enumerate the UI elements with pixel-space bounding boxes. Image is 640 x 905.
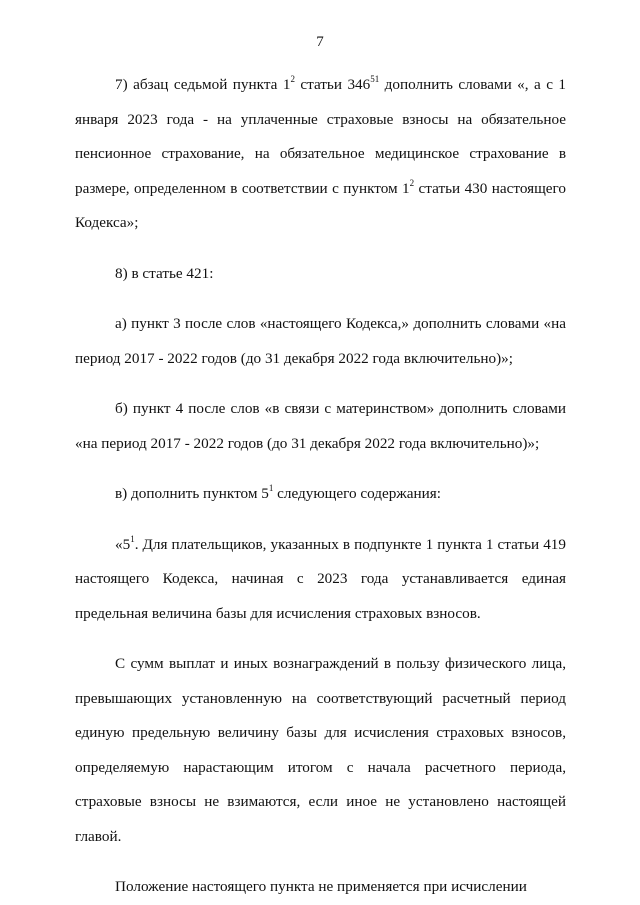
paragraph-text: 7) абзац седьмой пункта 1 — [115, 76, 291, 93]
paragraph-text: следующего содержания: — [273, 485, 441, 502]
paragraph-text: в) дополнить пунктом 5 — [115, 485, 269, 502]
paragraph-payments: С сумм выплат и иных вознаграждений в пользу физического лица, превышающих установленную на соответствующий расчетный период единую предельную величину базы для исчисления страховых взносов, определяемую нарастающим итогом с начала расчетного периода, страховые взносы не взимаются, если иное не установлено настоящей главой. — [75, 655, 566, 845]
superscript: 2 — [290, 74, 295, 84]
paragraph-subitem-b: б) пункт 4 после слов «в связи с материнством» дополнить словами «на период 2017 - 2022 годов (до 31 декабря 2022 года включительно)»; — [75, 400, 566, 452]
document-body — [75, 68, 566, 905]
superscript: 1 — [130, 533, 135, 544]
paragraph-text: дополнить словами «, а с 1 января 2023 года - на уплаченные страховые взносы на обязательное пенсионное страхование, на обязательное медицинское страхование в размере, определенном в соответствии с пунктом 1 — [75, 76, 566, 197]
paragraph-item-8: 8) в статье 421: — [115, 264, 214, 282]
paragraph-text: статьи 346 — [294, 76, 371, 93]
paragraph-item-7 — [75, 68, 566, 241]
superscript: 2 — [409, 177, 415, 188]
paragraph-text: «5 — [115, 535, 131, 553]
paragraph-clause-5-1 — [75, 528, 566, 632]
paragraph-subitem-v — [75, 477, 566, 512]
paragraph-subitem-a: а) пункт 3 после слов «настоящего Кодекса,» дополнить словами «на период 2017 - 2022 годов (до 31 декабря 2022 года включительно)»; — [75, 315, 566, 367]
paragraph-text: . Для плательщиков, указанных в подпункте 1 пункта 1 статьи 419 настоящего Кодекса, начиная с 2023 года устанавливается единая предельная величина базы для исчисления страховых взносов. — [75, 535, 566, 622]
paragraph-text: статьи 430 настоящего Кодекса»; — [75, 179, 566, 231]
paragraph-provision: Положение настоящего пункта не применяется при исчислении — [115, 878, 527, 895]
superscript: 51 — [370, 74, 380, 84]
page-number: 7 — [316, 34, 324, 50]
superscript: 1 — [268, 483, 274, 493]
